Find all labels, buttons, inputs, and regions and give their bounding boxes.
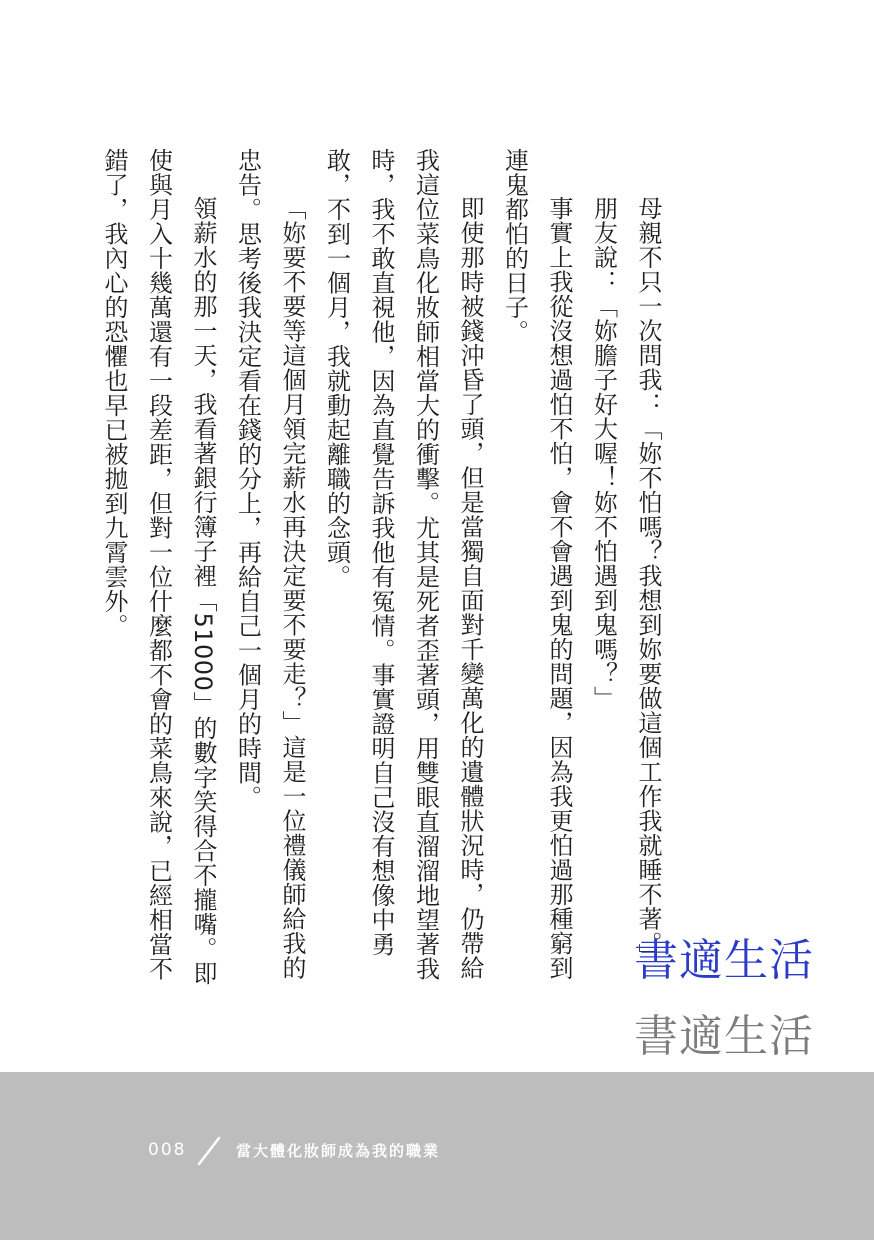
paragraph: 朋友說：「妳膽子好大喔！妳不怕遇到鬼嗎？」 bbox=[589, 196, 618, 711]
paragraph: 母親不只一次問我：「妳不怕嗎？我想到妳要做這個工作我就睡不著。」 bbox=[634, 196, 662, 968]
page-footer bbox=[0, 1072, 874, 1240]
paragraph: 事實上我從沒想過怕不怕，會不會遇到鬼的問題，因為我更怕過那種窮到連鬼都怕的日子。 bbox=[500, 148, 573, 980]
paragraph: 領薪水的那一天，我看著銀行簿子裡「51000」的數字笑得合不攏嘴。即使與月入十幾萬還有一段差距，但對一位什麼都不會的菜鳥來說，已經相當不錯了，我內心的恐懼也早已被拋到九霄雲外。 bbox=[100, 148, 217, 986]
watermark-gray: 書適生活 bbox=[634, 1011, 814, 1062]
body-text bbox=[70, 148, 670, 998]
chapter-title: 當大體化妝師成為我的職業 bbox=[236, 1142, 441, 1160]
slash-divider-icon bbox=[195, 1136, 223, 1166]
page-number: 008 bbox=[148, 1140, 187, 1160]
watermark-blue: 書適生活 bbox=[634, 935, 814, 986]
paragraph: 即使那時被錢沖昏了頭，但是當獨自面對千變萬化的遺體狀況時，仍帶給我這位菜鳥化妝師相當大的衝擊。尤其是死者歪著頭，用雙眼直溜溜地望著我時，我不敢直視他，因為直覺告訴我他有冤情。事實證明自己沒有想像中勇敢，不到一個月，我就動起離職的念頭。 bbox=[322, 148, 484, 981]
paragraph: 「妳要不要等這個月領完薪水再決定要不要走？」這是一位禮儀師給我的忠告。思考後我決定看在錢的分上，再給自己一個月的時間。 bbox=[233, 148, 306, 980]
